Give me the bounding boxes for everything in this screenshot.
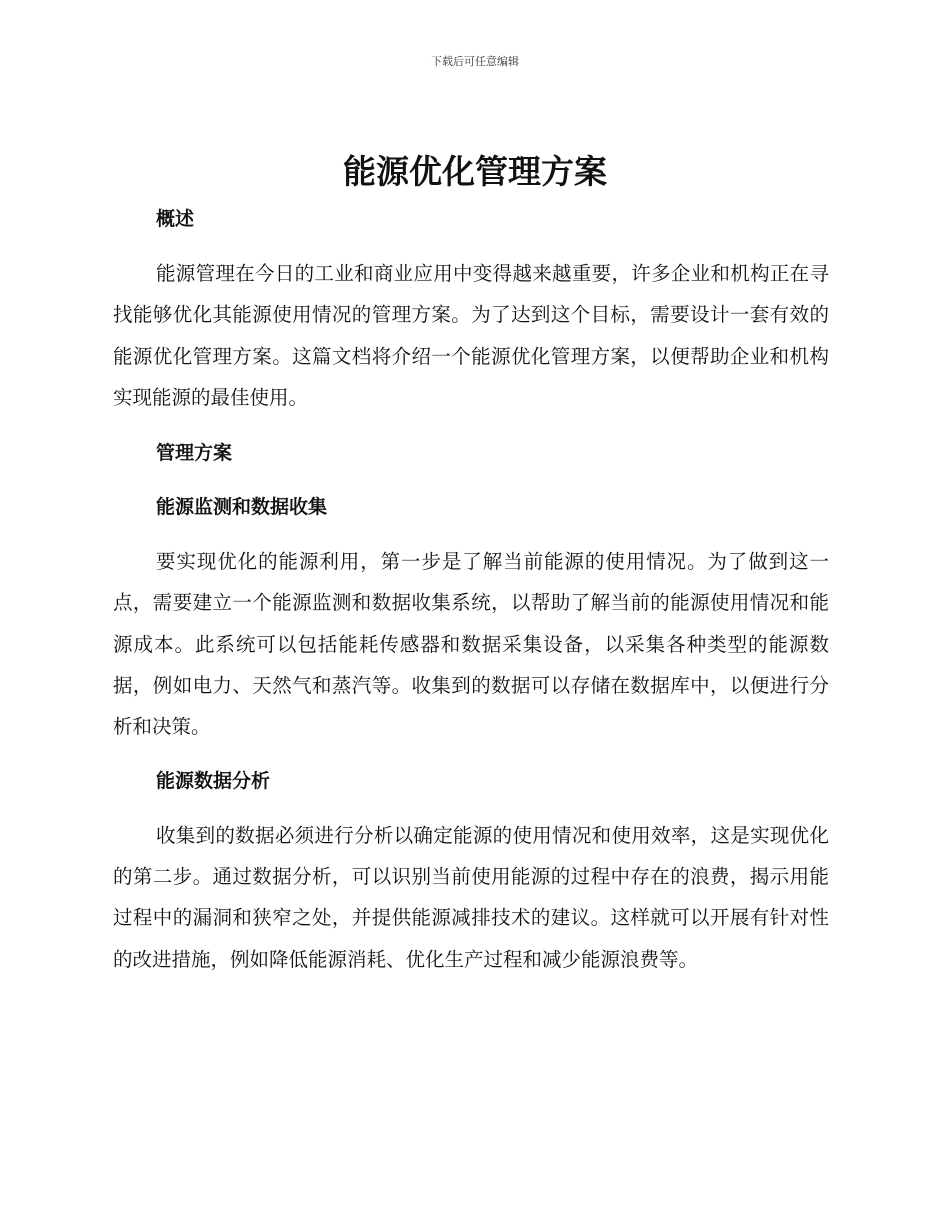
document-body: [113, 201, 829, 980]
section-heading-data-analysis: 能源数据分析: [156, 769, 271, 792]
section-paragraph-monitoring-data-collection: 要实现优化的能源利用，第一步是了解当前能源的使用情况。为了做到这一点，需要建立一个能源监测和数据收集系统，以帮助了解当前的能源使用情况和能源成本。此系统可以包括能耗传感器和数据采集设备，以采集各种类型的能源数据，例如电力、天然气和蒸汽等。收集到的数据可以存储在数据库中，以便进行分析和决策。: [113, 550, 829, 739]
section-heading-overview: 概述: [156, 208, 195, 230]
section-heading-monitoring-data-collection: 能源监测和数据收集: [156, 496, 328, 519]
section-paragraph-data-analysis: 收集到的数据必须进行分析以确定能源的使用情况和使用效率，这是实现优化的第二步。通过数据分析，可以识别当前使用能源的过程中存在的浪费，揭示用能过程中的漏洞和狭窄之处，并提供能源减排技术的建议。这样就可以开展有针对性的改进措施，例如降低能源消耗、优化生产过程和减少能源浪费等。: [113, 823, 829, 971]
document-title: 能源优化管理方案: [343, 152, 607, 191]
page-header-note: 下载后可任意编辑: [431, 55, 519, 68]
section-heading-management-plan: 管理方案: [156, 442, 233, 465]
section-paragraph-overview: 能源管理在今日的工业和商业应用中变得越来越重要，许多企业和机构正在寻找能够优化其能源使用情况的管理方案。为了达到这个目标，需要设计一套有效的能源优化管理方案。这篇文档将介绍一个能源优化管理方案，以便帮助企业和机构实现能源的最佳使用。: [113, 262, 829, 409]
